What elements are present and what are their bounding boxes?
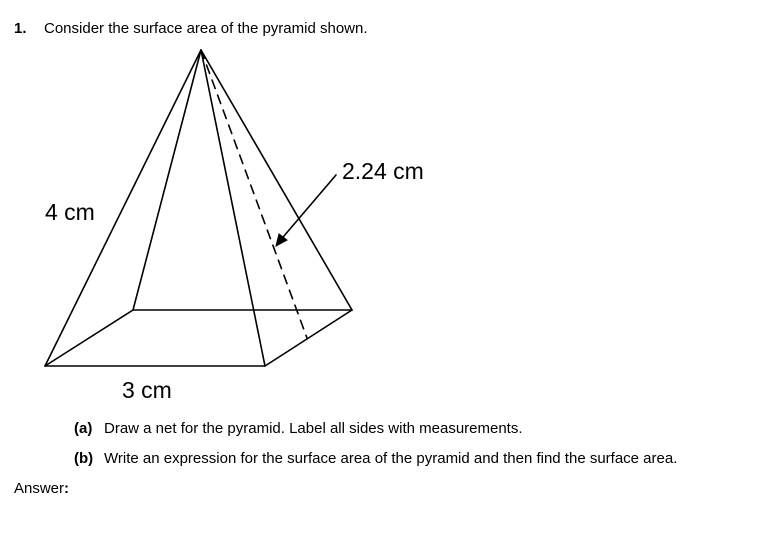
question-number: 1. xyxy=(14,20,27,37)
part-a-letter: (a) xyxy=(74,420,93,437)
answer-text: Answer xyxy=(14,480,65,497)
part-b-letter: (b) xyxy=(74,450,94,467)
answer-label xyxy=(14,480,69,498)
slant-height-label: 2.24 cm xyxy=(342,158,424,184)
lateral-edge-back-right xyxy=(201,50,352,310)
slant-height-arrow-head xyxy=(276,234,287,246)
part-a xyxy=(74,420,523,438)
part-b-text: Write an expression for the surface area of the pyramid and then find the surface area. xyxy=(104,450,678,467)
lateral-edge-front-right xyxy=(201,50,265,366)
base-right-edge xyxy=(265,310,352,366)
part-b xyxy=(74,450,677,468)
question-prompt: Consider the surface area of the pyramid shown. xyxy=(44,20,368,37)
base-edge-label: 3 cm xyxy=(122,377,172,403)
answer-colon: : xyxy=(64,480,70,497)
slant-height-dashed-line xyxy=(201,50,307,338)
slant-edge-label: 4 cm xyxy=(45,199,95,225)
lateral-edge-back-left xyxy=(133,50,201,310)
part-a-text: Draw a net for the pyramid. Label all sides with measurements. xyxy=(104,420,523,437)
